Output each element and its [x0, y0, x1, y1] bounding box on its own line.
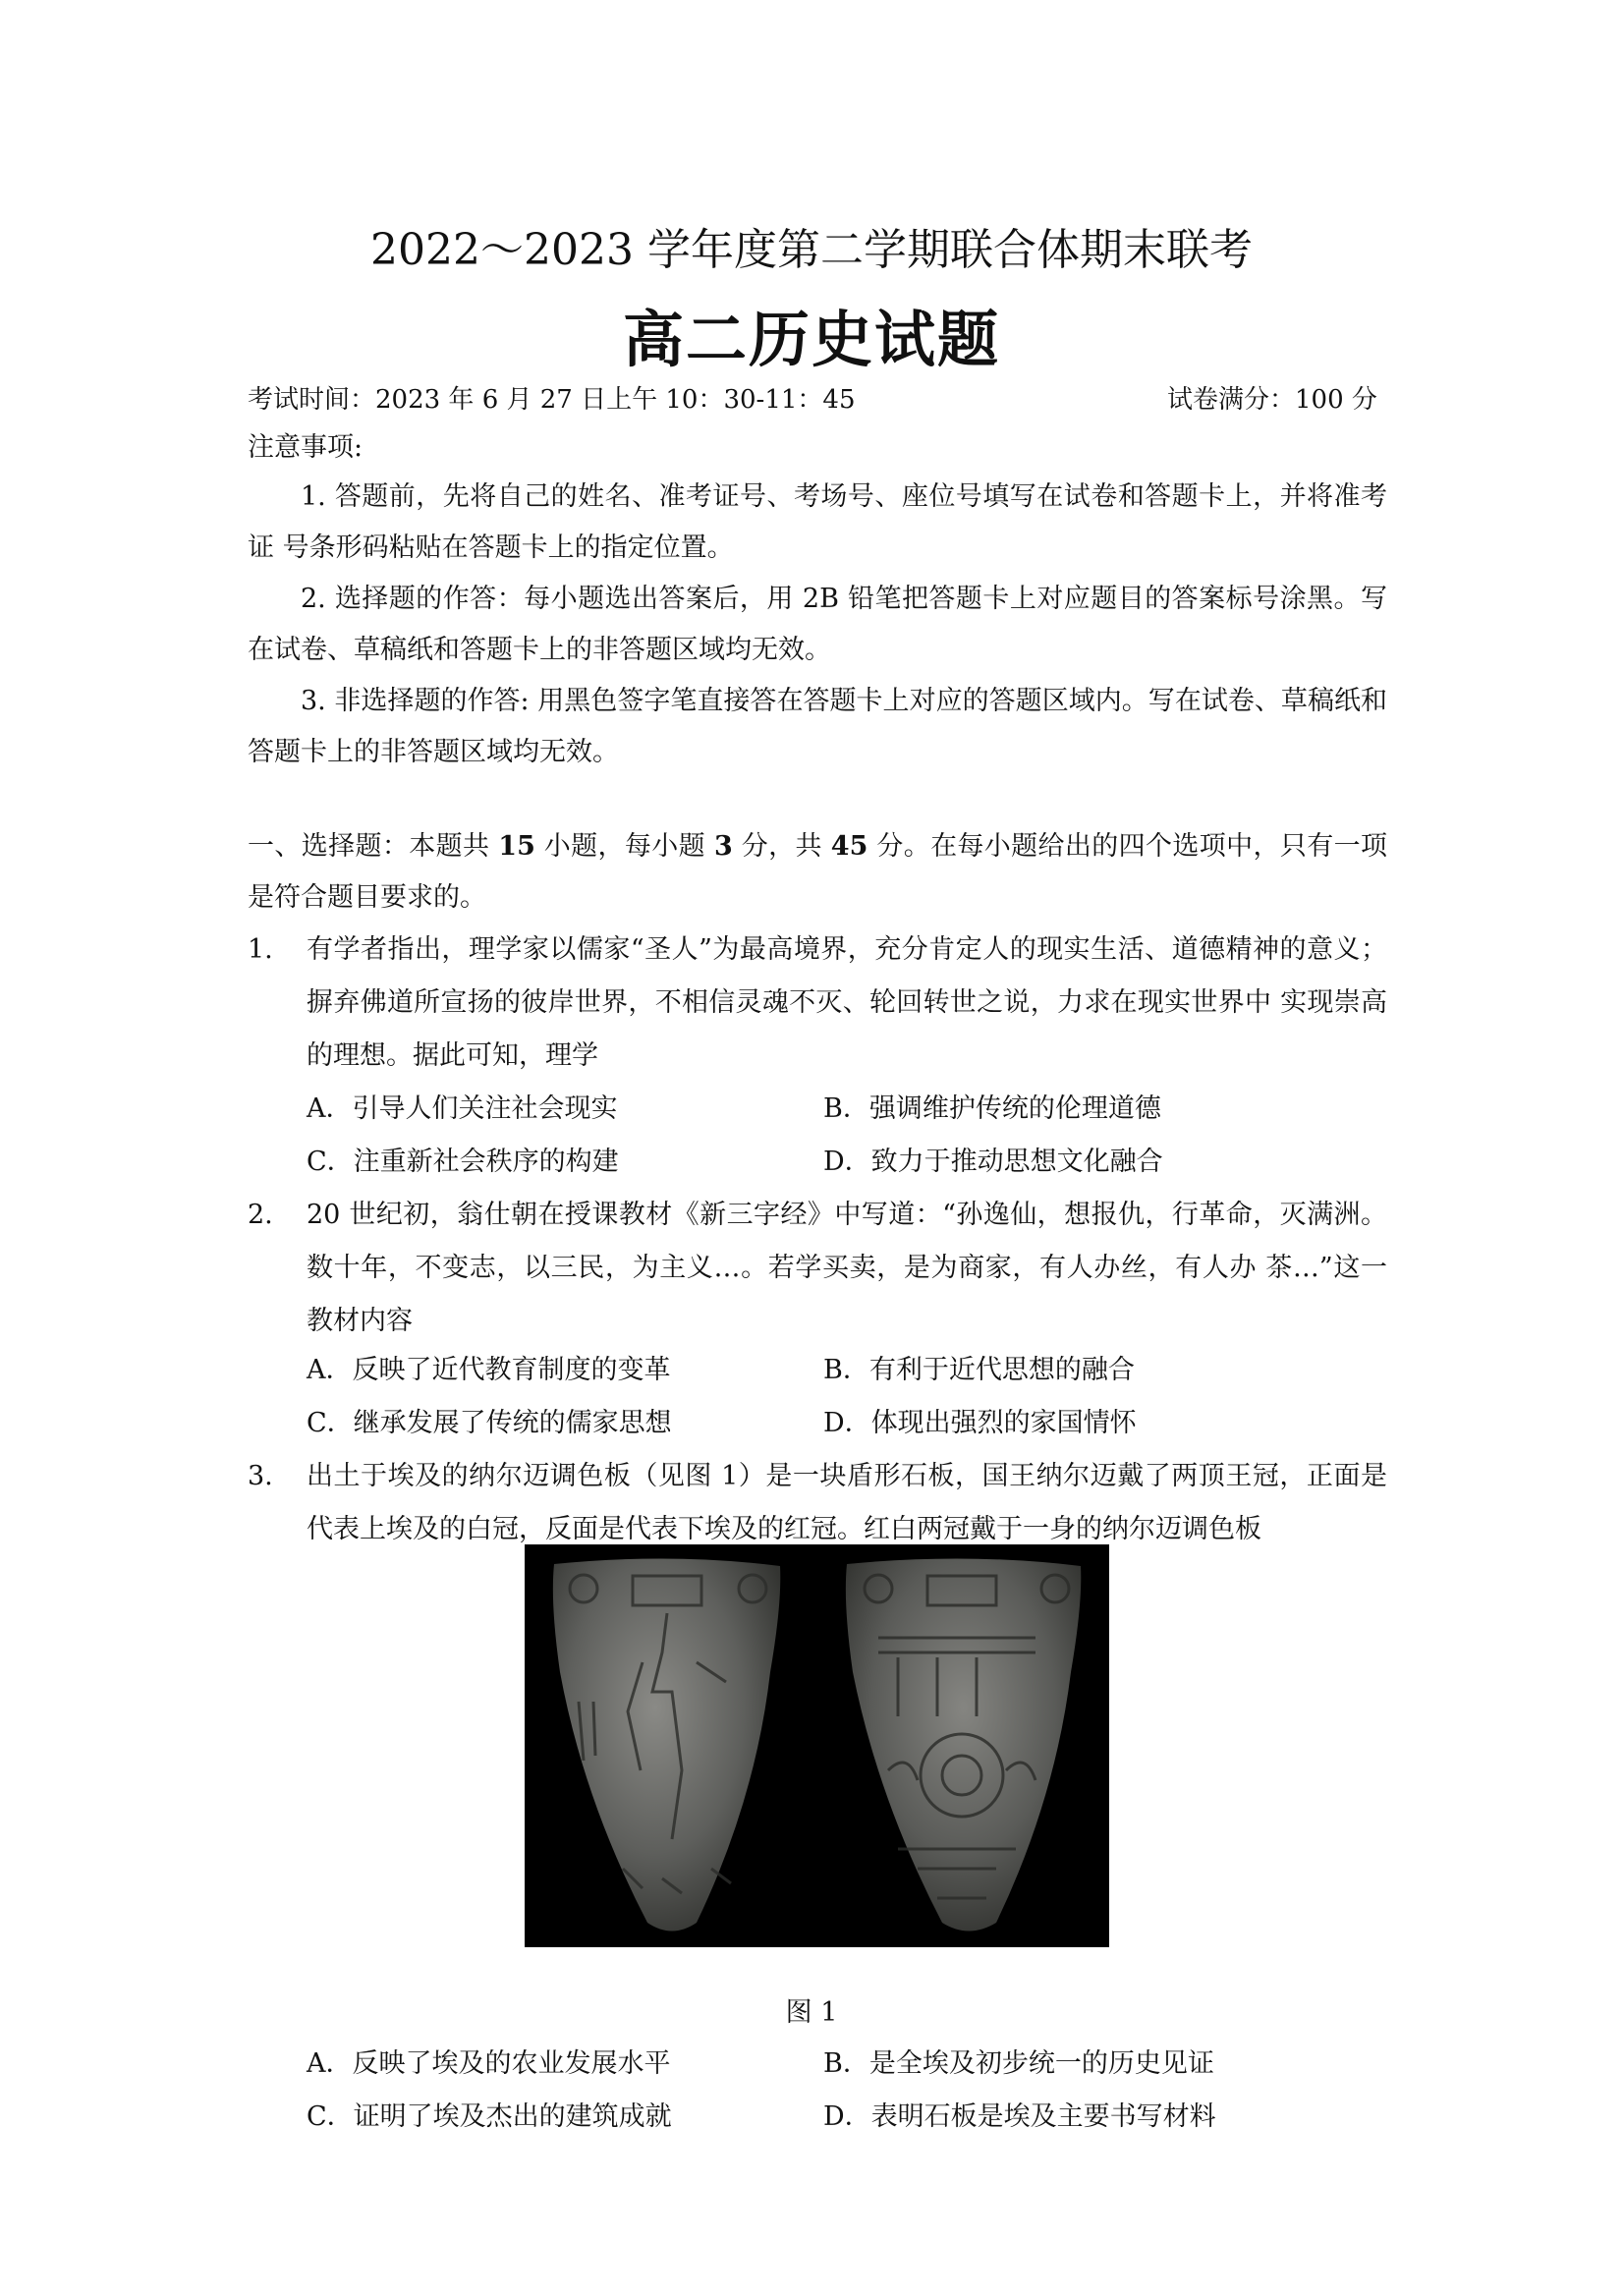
question-2-option-b[interactable]: B．有利于近代思想的融合: [823, 1355, 1135, 1385]
question-count: 15: [498, 831, 535, 862]
points-total: 45: [830, 831, 868, 862]
exam-title: 2022～2023 学年度第二学期联合体期末联考: [370, 225, 1253, 275]
subject-title: 高二历史试题: [622, 304, 1000, 375]
question-3-option-d[interactable]: D．表明石板是埃及主要书写材料: [823, 2101, 1216, 2132]
question-3-text: 出土于埃及的纳尔迈调色板（见图 1）是一块盾形石板，国王纳尔迈戴了两顶王冠，正面是代表上埃及的白冠，反面是代表下埃及的红冠。红白两冠戴于一身的纳尔迈调色板: [307, 1461, 1387, 1544]
question-1-option-b[interactable]: B．强调维护传统的伦理道德: [823, 1093, 1161, 1124]
section-intro-d: 分。在每小题给出的四个选项中，只有一项是符合题目要求的。: [248, 831, 1387, 913]
question-3-number: 3.: [248, 1461, 273, 1491]
notice-heading: 注意事项:: [248, 432, 364, 463]
section-intro: [248, 821, 1387, 924]
section-intro-b: 小题，每小题: [534, 831, 714, 862]
section-intro-c: 分，共: [732, 831, 831, 862]
figure-caption: 图 1: [785, 1997, 838, 2028]
question-2-option-d[interactable]: D．体现出强烈的家国情怀: [823, 1408, 1137, 1438]
palette-illustration: [525, 1544, 1109, 1947]
points-each: 3: [713, 831, 733, 862]
question-2-number: 2.: [248, 1200, 273, 1230]
question-2-text: 20 世纪初，翁仕朝在授课教材《新三字经》中写道：“孙逸仙，想报仇，行革命，灭满洲。数十年，不变志，以三民，为主义…。若学买卖，是为商家，有人办丝，有人办 茶…”这一教材内容: [307, 1200, 1387, 1336]
question-3-option-b[interactable]: B．是全埃及初步统一的历史见证: [823, 2048, 1214, 2079]
question-2-option-c[interactable]: C．继承发展了传统的儒家思想: [307, 1408, 672, 1438]
question-1-number: 1.: [248, 934, 273, 965]
question-1-text: 有学者指出，理学家以儒家“圣人”为最高境界，充分肯定人的现实生活、道德精神的意义；摒弃佛道所宣扬的彼岸世界，不相信灵魂不灭、轮回转世之说，力求在现实世界中 实现崇高的理想。据此可知，理学: [307, 934, 1387, 1071]
question-1-option-c[interactable]: C．注重新社会秩序的构建: [307, 1147, 619, 1177]
full-score: 试卷满分：100 分: [1167, 385, 1377, 415]
question-1-option-a[interactable]: A．引导人们关注社会现实: [307, 1093, 618, 1124]
question-3-option-a[interactable]: A．反映了埃及的农业发展水平: [307, 2048, 671, 2079]
question-2-option-a[interactable]: A．反映了近代教育制度的变革: [307, 1355, 671, 1385]
question-1-option-d[interactable]: D．致力于推动思想文化融合: [823, 1147, 1163, 1177]
exam-time: 考试时间：2023 年 6 月 27 日上午 10：30-11：45: [248, 385, 856, 415]
section-intro-a: 一、选择题：本题共: [248, 831, 499, 862]
notice-item-2: 2. 选择题的作答：每小题选出答案后，用 2B 铅笔把答题卡上对应题目的答案标号涂黑。写在试卷、草稿纸和答题卡上的非答题区域均无效。: [248, 584, 1387, 665]
question-3-option-c[interactable]: C．证明了埃及杰出的建筑成就: [307, 2101, 672, 2132]
notice-item-1: 1. 答题前，先将自己的姓名、准考证号、考场号、座位号填写在试卷和答题卡上，并将准考证 号条形码粘贴在答题卡上的指定位置。: [248, 481, 1387, 563]
narmer-palette-photo: [525, 1544, 1109, 1947]
notice-item-3: 3. 非选择题的作答: 用黑色签字笔直接答在答题卡上对应的答题区域内。写在试卷、草稿纸和 答题卡上的非答题区域均无效。: [248, 686, 1387, 767]
